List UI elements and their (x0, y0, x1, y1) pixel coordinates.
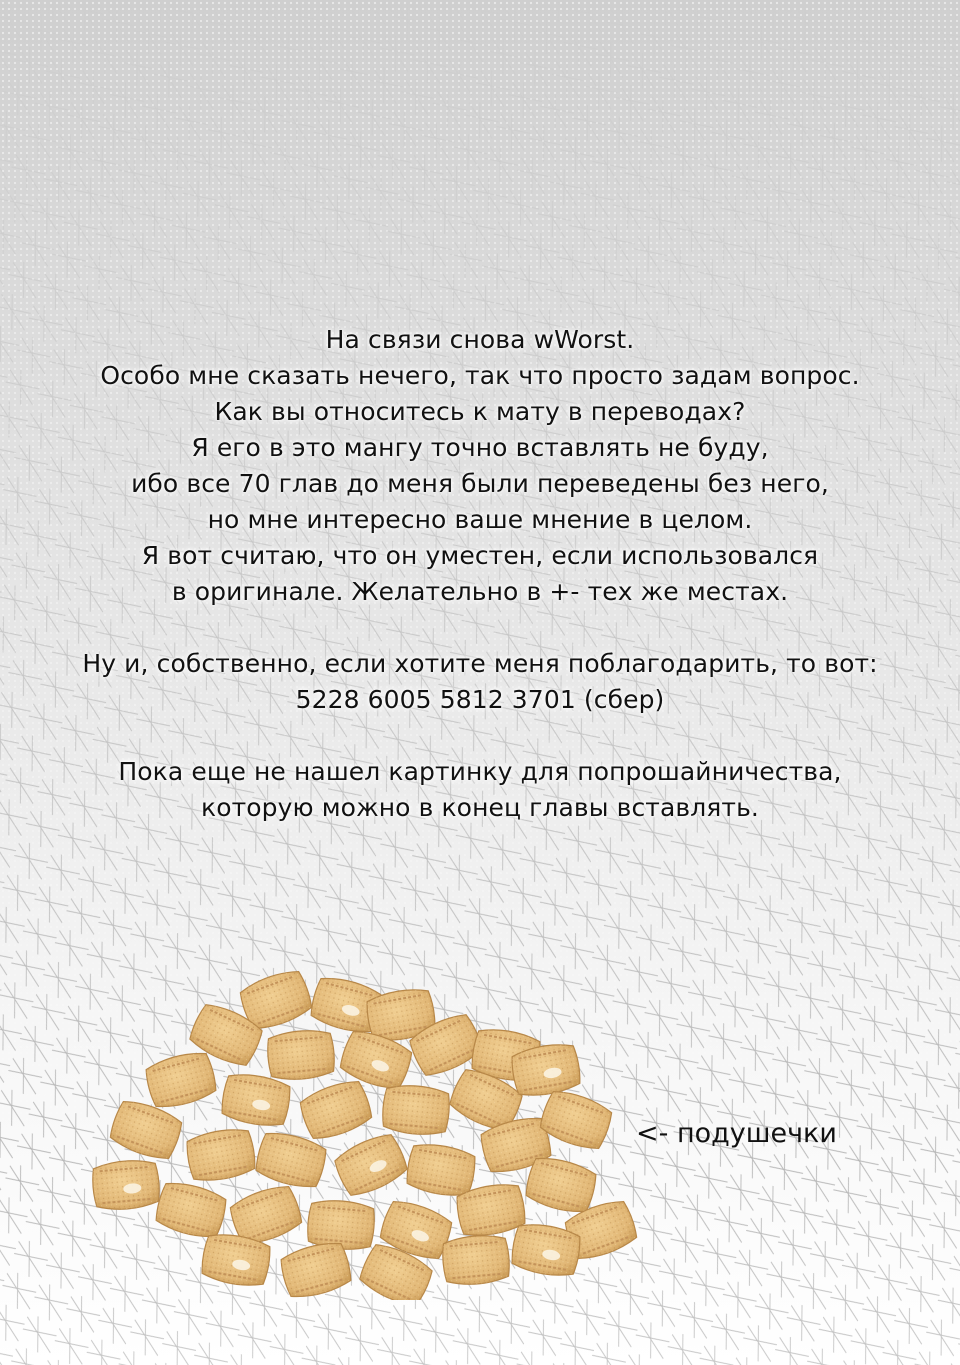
pillow-snack (184, 1126, 257, 1185)
card-number-line: 5228 6005 5812 3701 (сбер) (295, 685, 665, 714)
message (0, 322, 960, 826)
message-line: которую можно в конец главы вставлять. (201, 793, 759, 822)
message-line: ибо все 70 глав до меня были переведены без него, (131, 469, 829, 498)
pillow-snack (91, 1158, 161, 1212)
pillow-snack (404, 1141, 477, 1200)
pillow-snack (278, 1238, 354, 1300)
pillow-snack (219, 1071, 292, 1130)
pillow-snack (381, 1083, 451, 1137)
pillow-snack (297, 1076, 375, 1144)
pillow-snack (153, 1178, 229, 1241)
message-line: Пока еще не нашел картинку для попрошайничества, (118, 757, 842, 786)
pillow-snack (143, 1048, 219, 1111)
message-line: Особо мне сказать нечего, так что просто задам вопрос. (100, 361, 860, 390)
message-line: На связи снова wWorst. (325, 325, 635, 354)
pillow-cereal-image (86, 960, 646, 1300)
pillow-snack (441, 1233, 511, 1287)
message-line: Ну и, собственно, если хотите меня поблагодарить, то вот: (82, 649, 878, 678)
pillow-snack (266, 1028, 336, 1082)
message-line (0, 610, 960, 646)
message-line: Как вы относитесь к мату в переводах? (214, 397, 746, 426)
message-line: Я его в это мангу точно вставлять не буду, (191, 433, 769, 462)
pillow-snack (523, 1153, 599, 1216)
pillow-snack (331, 1129, 411, 1200)
message-line: но мне интересно ваше мнение в целом. (207, 505, 753, 534)
message-line: в оригинале. Желательно в +- тех же местах. (171, 577, 789, 606)
pillows-caption: <- подушечки (636, 1118, 837, 1149)
message-line (0, 718, 960, 754)
message-line: Я вот считаю, что он уместен, если использовался (141, 541, 819, 570)
